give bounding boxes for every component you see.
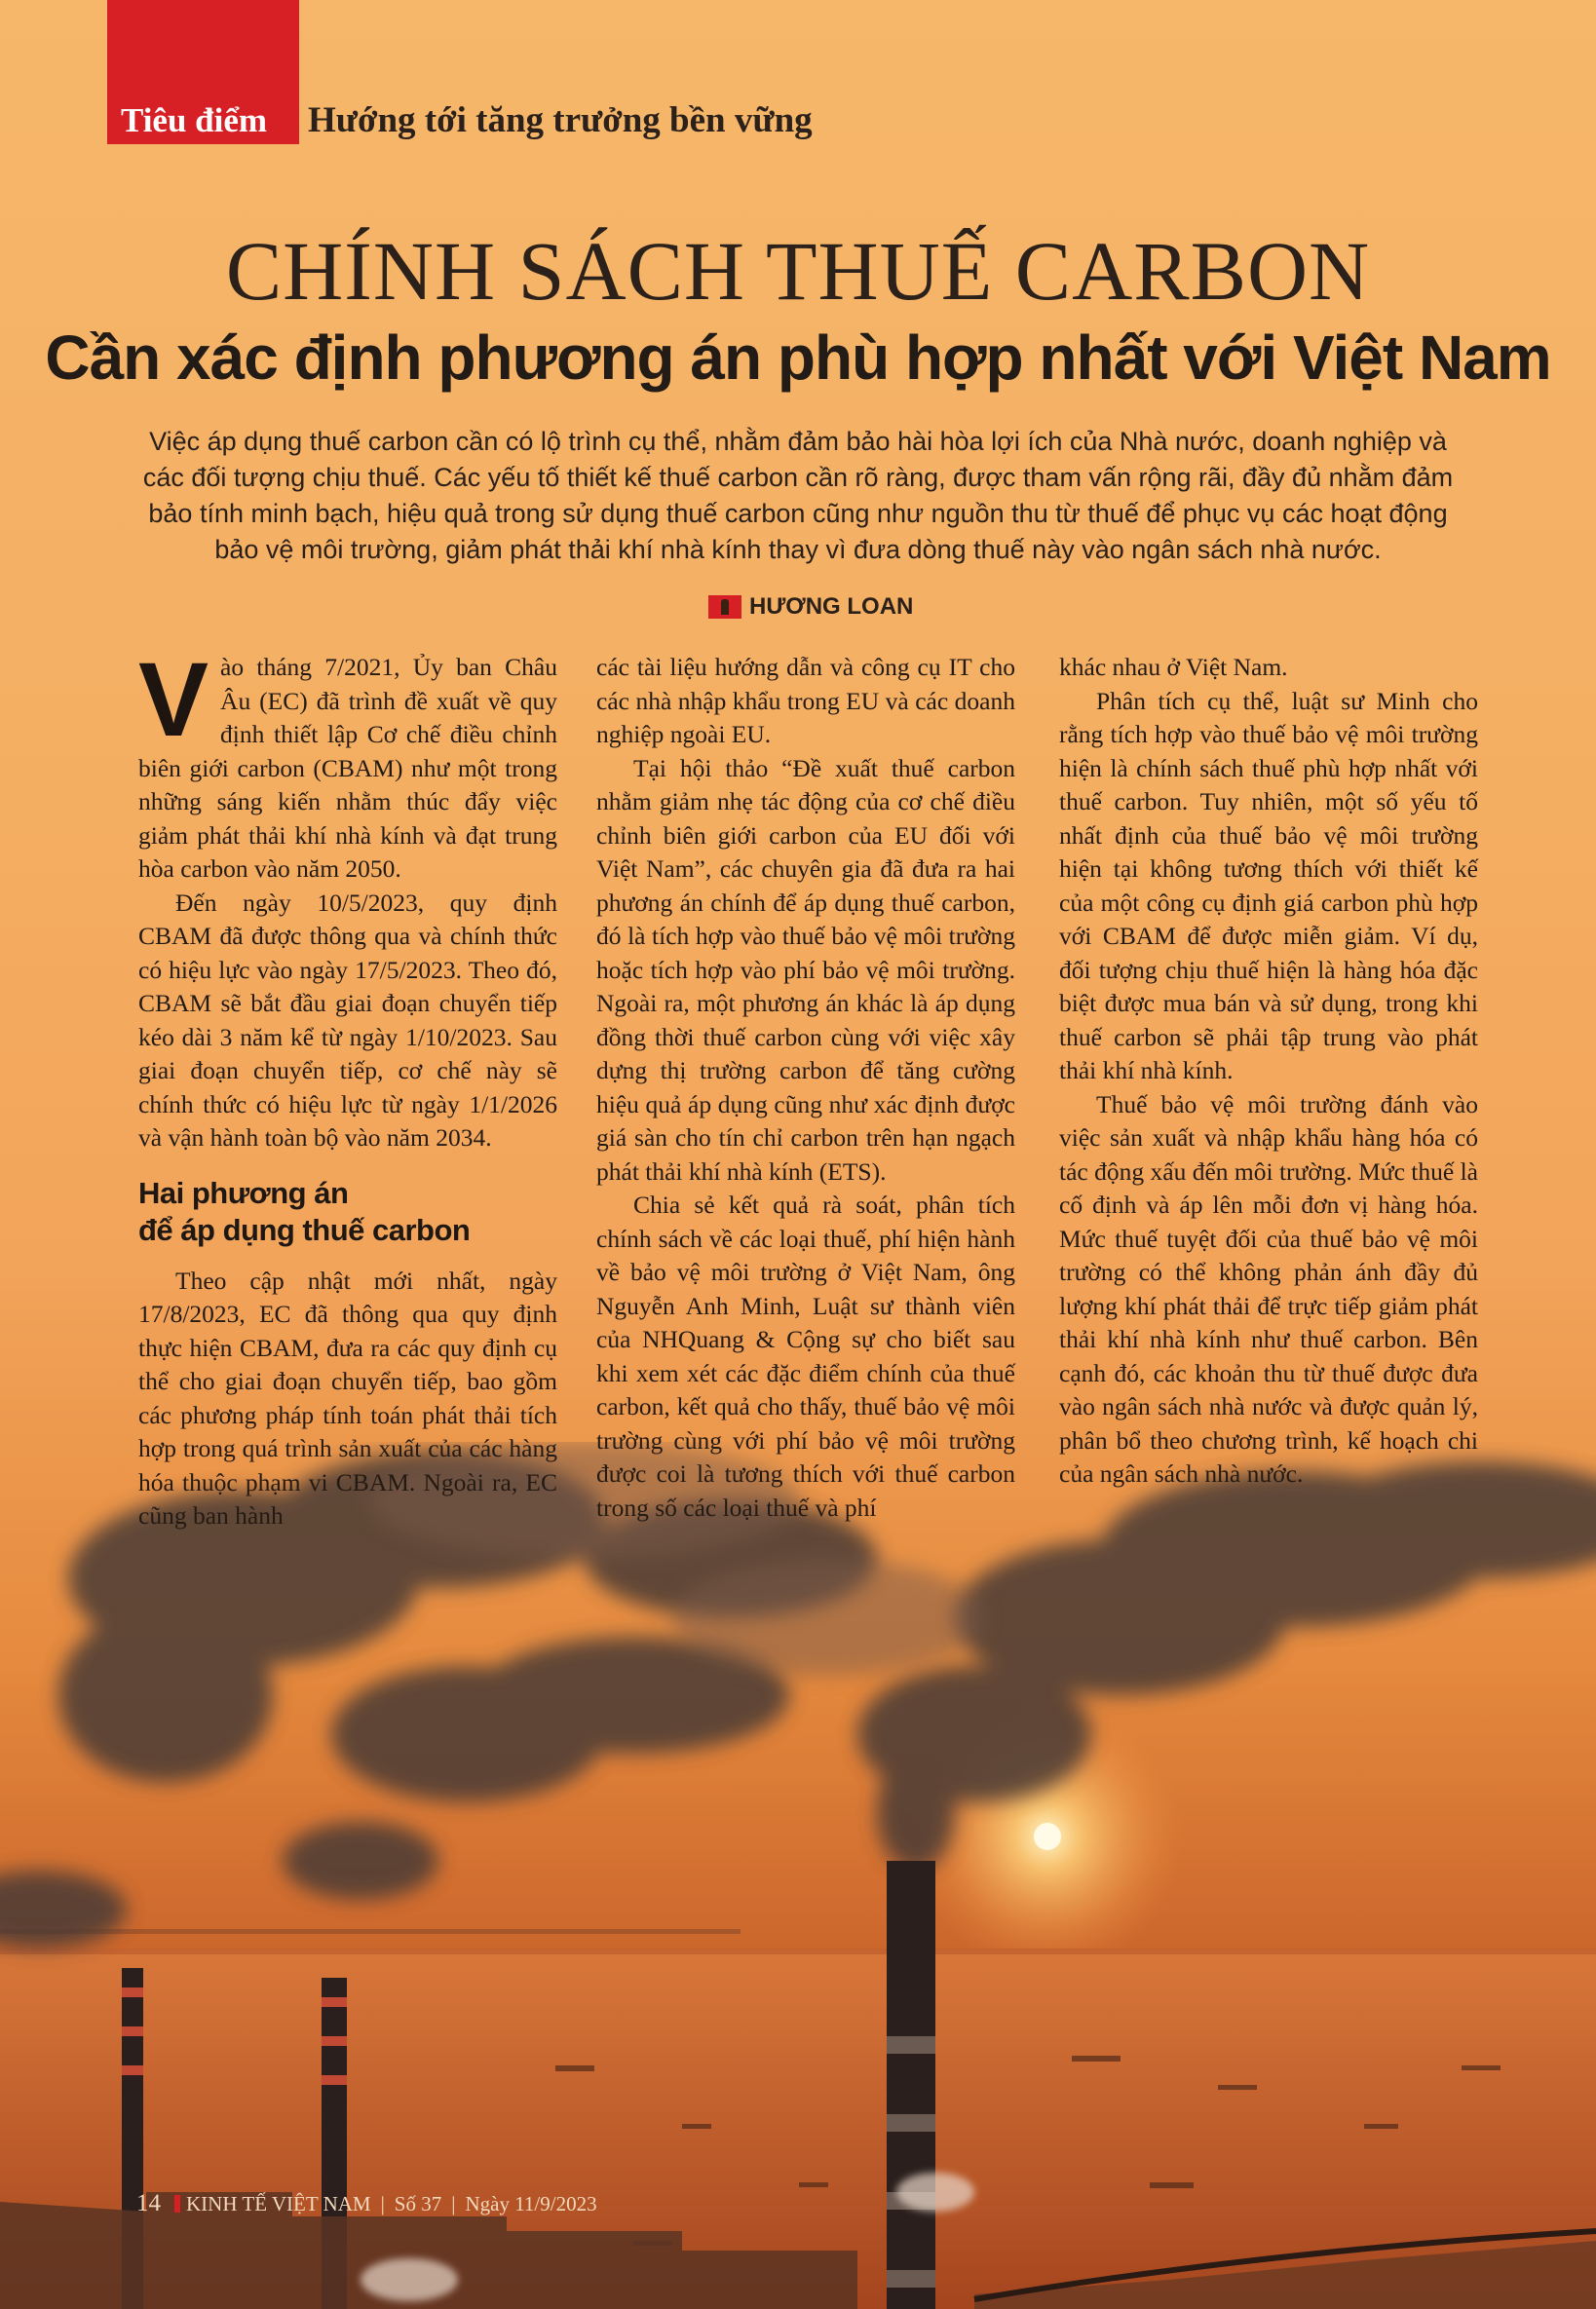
article-subtitle: Cần xác định phương án phù hợp nhất với Việt Nam [45,322,1551,393]
publication-mark-icon [174,2195,180,2213]
article-title: CHÍNH SÁCH THUẾ CARBON [225,224,1371,318]
paragraph: Phân tích cụ thể, luật sư Minh cho rằng tích hợp vào thuế bảo vệ môi trường hiện là chính sách thuế phù hợp nhất với thuế carbon. Tuy nhiên, một số yếu tố nhất định của thuế bảo vệ môi trường hiện tại không tương thích với thiết kế của một công cụ định giá carbon phù hợp với CBAM để được miễn giảm. Ví dụ, đối tượng chịu thuế hiện là hàng hóa đặc biệt được mua bán và sử dụng, trong khi thuế carbon sẽ phải tập trung vào phát thải khí nhà kính. [1059,686,1478,1084]
paragraph: Theo cập nhật mới nhất, ngày 17/8/2023, EC đã thông qua quy định thực hiện CBAM, đưa ra các quy định cụ thể cho giai đoạn chuyển tiếp, bao gồm các phương pháp tính toán phát thải tích hợp trong quá trình sản xuất của các hàng hóa thuộc phạm vi CBAM. Ngoài ra, EC cũng ban hành [138,1266,557,1530]
drop-cap: V [138,640,209,758]
paragraph: các tài liệu hướng dẫn và công cụ IT cho các nhà nhập khẩu trong EU và các doanh nghiệp ngoài EU. [596,653,1015,748]
issue-number: Số 37 [394,2191,442,2215]
section-tag [107,0,299,144]
article-column-1 [138,640,557,1533]
section-heading [138,1175,557,1249]
divider: | [380,2191,385,2215]
section-heading-line-2: để áp dụng thuế carbon [138,1212,471,1247]
paragraph: Tại hội thảo “Đề xuất thuế carbon nhằm giảm nhẹ tác động của cơ chế điều chỉnh biên giới carbon của EU đối với Việt Nam”, các chuyên gia đã đưa ra hai phương án chính để áp dụng thuế carbon, đó là tích hợp vào thuế bảo vệ môi trường hoặc tích hợp vào phí bảo vệ môi trường. Ngoài ra, một phương án khác là áp dụng đồng thời thuế carbon cùng với việc xây dựng thị trường carbon để tăng cường hiệu quả áp dụng cũng như xác định được giá sàn cho tín chỉ carbon trên hạn ngạch phát thải khí nhà kính (ETS). [596,753,1015,1186]
section-heading-line-1: Hai phương án [138,1175,349,1210]
article-sapo: Việc áp dụng thuế carbon cần có lộ trình cụ thể, nhằm đảm bảo hài hòa lợi ích của Nhà nước, doanh nghiệp và các đối tượng chịu thuế. Các yếu tố thiết kế thuế carbon cần rõ ràng, được tham vấn rộng rãi, đầy đủ nhằm đảm bảo tính minh bạch, hiệu quả trong sử dụng thuế carbon cũng như nguồn thu từ thuế để phục vụ các hoạt động bảo vệ môi trường, giảm phát thải khí nhà kính thay vì đưa dòng thuế này vào ngân sách nhà nước. [142,427,1454,564]
divider: | [451,2191,456,2215]
section-subtitle: Hướng tới tăng trưởng bền vững [308,100,813,140]
pen-icon [708,595,741,619]
author-byline [708,593,913,621]
page-number: 14 [136,2190,161,2216]
article-column-3 [1059,651,1478,1492]
paragraph-text: ào tháng 7/2021, Ủy ban Châu Âu (EC) đã trình đề xuất về quy định thiết lập Cơ chế điều chỉnh biên giới carbon (CBAM) như một trong những sáng kiến nhằm thúc đẩy việc giảm phát thải khí nhà kính và đạt trung hòa carbon vào năm 2050. [138,653,557,883]
paragraph: Thuế bảo vệ môi trường đánh vào việc sản xuất và nhập khẩu hàng hóa có tác động xấu đến môi trường. Mức thuế là cố định và áp lên mỗi đơn vị hàng hóa. Mức thuế tuyệt đối của thuế bảo vệ môi trường có thể không phản ánh đầy đủ lượng khí phát thải để trực tiếp giảm phát thải khí nhà kính như thuế carbon. Bên cạnh đó, các khoản thu từ thuế được đưa vào ngân sách nhà nước và được quản lý, phân bổ theo chương trình, kế hoạch chi của ngân sách nhà nước. [1059,1089,1478,1488]
paragraph: Chia sẻ kết quả rà soát, phân tích chính sách về các loại thuế, phí hiện hành về bảo vệ môi trường ở Việt Nam, ông Nguyễn Anh Minh, Luật sư thành viên của NHQuang & Cộng sự cho biết sau khi xem xét các đặc điểm chính của thuế carbon, kết quả cho thấy, thuế bảo vệ môi trường cùng với phí bảo vệ môi trường được coi là tương thích với thuế carbon trong số các loại thuế và phí [596,1191,1015,1522]
issue-date: Ngày 11/9/2023 [465,2191,597,2215]
paragraph: khác nhau ở Việt Nam. [1059,653,1288,681]
paragraph [138,640,557,887]
author-name: HƯƠNG LOAN [749,593,914,620]
page-footer [136,2190,597,2217]
article-column-2 [596,651,1015,1525]
publication-name: KINH TẾ VIỆT NAM [186,2191,371,2215]
paragraph: Đến ngày 10/5/2023, quy định CBAM đã được thông qua và chính thức có hiệu lực vào ngày 17/5/2023. Theo đó, CBAM sẽ bắt đầu giai đoạn chuyển tiếp kéo dài 3 năm kể từ ngày 1/10/2023. Sau giai đoạn chuyển tiếp, cơ chế này sẽ chính thức có hiệu lực từ ngày 1/1/2026 và vận hành toàn bộ vào năm 2034. [138,888,557,1152]
factory-sunset-photo [0,1442,1596,2309]
section-tag-label: Tiêu điểm [121,101,268,139]
